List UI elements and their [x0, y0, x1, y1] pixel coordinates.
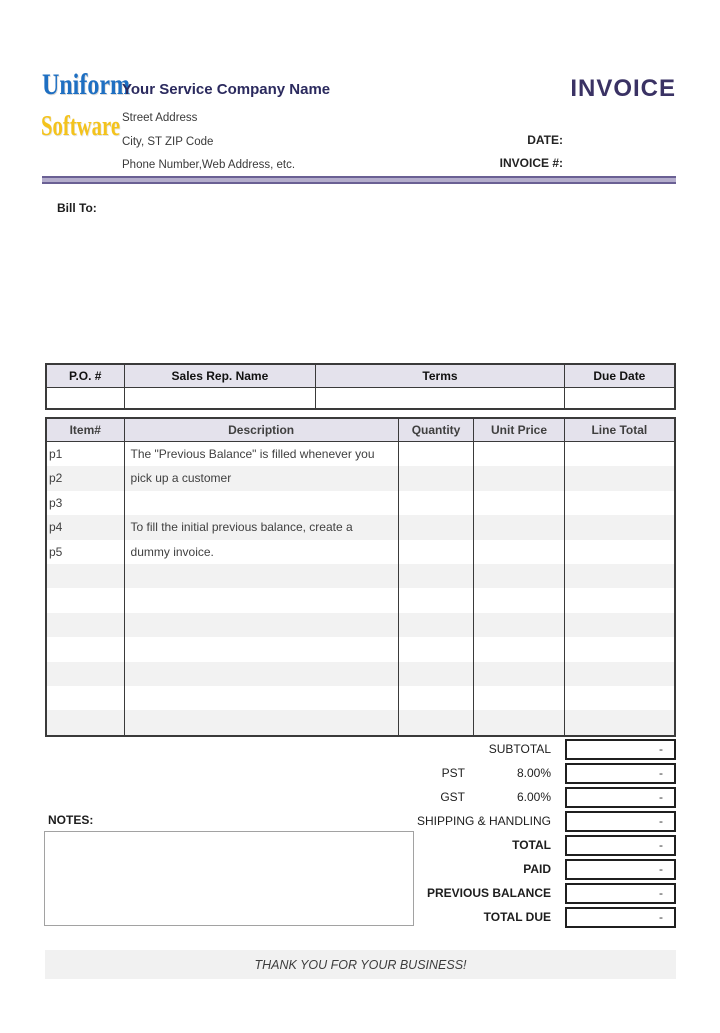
total-value: -: [659, 910, 663, 924]
page-title: INVOICE: [570, 75, 676, 102]
total-value: -: [659, 766, 663, 780]
quantity-cell[interactable]: [398, 540, 474, 564]
total-label: TOTAL DUE: [483, 910, 551, 924]
quantity-cell[interactable]: [398, 686, 474, 710]
quantity-cell[interactable]: [398, 710, 474, 734]
quantity-cell[interactable]: [398, 491, 474, 515]
line-items-body: [47, 442, 674, 735]
items-header-cell: Description: [124, 419, 398, 441]
unit-price-cell[interactable]: [473, 442, 563, 466]
address-line-1: Street Address: [122, 112, 198, 124]
unit-price-cell[interactable]: [473, 710, 563, 734]
order-info-table: [45, 363, 676, 410]
quantity-cell[interactable]: [398, 442, 474, 466]
total-value: -: [659, 862, 663, 876]
unit-price-cell[interactable]: [473, 613, 563, 637]
table-row: [47, 637, 674, 661]
item-number-cell[interactable]: [47, 710, 124, 734]
description-cell[interactable]: [124, 662, 398, 686]
footer-band: [45, 950, 676, 979]
line-total-cell[interactable]: [564, 710, 674, 734]
total-value-box[interactable]: [565, 883, 676, 904]
quantity-cell[interactable]: [398, 515, 474, 539]
total-value: -: [659, 886, 663, 900]
tax-rate: 8.00%: [516, 766, 551, 780]
items-header-cell: Unit Price: [473, 419, 563, 441]
quantity-cell[interactable]: [398, 637, 474, 661]
info-header-cell: Terms: [315, 365, 563, 387]
items-header-cell: Item#: [69, 423, 101, 437]
info-header-cell: P.O. #: [69, 369, 102, 383]
item-number-cell[interactable]: [47, 662, 124, 686]
info-value-cell[interactable]: [47, 388, 124, 408]
unit-price-cell[interactable]: [473, 686, 563, 710]
tax-rate: 6.00%: [516, 790, 551, 804]
info-header-cell: Sales Rep. Name: [124, 365, 316, 387]
info-value-cell[interactable]: [315, 388, 563, 408]
total-value-box[interactable]: [565, 787, 676, 808]
total-label: SUBTOTAL: [488, 742, 551, 756]
address-line-2: City, ST ZIP Code: [122, 136, 214, 148]
description-cell[interactable]: [124, 686, 398, 710]
quantity-cell[interactable]: [398, 564, 474, 588]
line-total-cell[interactable]: [564, 588, 674, 612]
table-row: [47, 491, 674, 515]
info-header-cell: Due Date: [564, 365, 674, 387]
line-total-cell[interactable]: [564, 466, 674, 490]
table-row: [47, 564, 674, 588]
description-cell[interactable]: To fill the initial previous balance, create a: [124, 515, 398, 539]
unit-price-cell[interactable]: [473, 515, 563, 539]
table-row: [47, 442, 674, 466]
address-line-3: Phone Number,Web Address, etc.: [122, 159, 296, 171]
table-row: [47, 686, 674, 710]
item-number-cell[interactable]: p2: [49, 471, 63, 486]
description-cell[interactable]: [124, 637, 398, 661]
total-label: PREVIOUS BALANCE: [426, 886, 551, 900]
items-header-cell: Line Total: [564, 419, 674, 441]
total-value-box[interactable]: [565, 907, 676, 928]
company-name: Your Service Company Name: [122, 81, 331, 98]
table-row: [47, 710, 674, 734]
total-value-box[interactable]: [565, 811, 676, 832]
unit-price-cell[interactable]: [473, 588, 563, 612]
notes-label: NOTES:: [48, 813, 94, 827]
description-cell[interactable]: [124, 588, 398, 612]
total-row: [45, 761, 676, 785]
unit-price-cell[interactable]: [473, 564, 563, 588]
invoice-number-label: INVOICE #:: [499, 156, 563, 170]
description-cell[interactable]: [124, 613, 398, 637]
total-label: GST: [440, 790, 465, 804]
table-row: [47, 588, 674, 612]
table-row: [47, 515, 674, 539]
description-cell[interactable]: [124, 564, 398, 588]
line-items-table: [45, 417, 676, 737]
line-total-cell[interactable]: [564, 442, 674, 466]
quantity-cell[interactable]: [398, 466, 474, 490]
unit-price-cell[interactable]: [473, 466, 563, 490]
item-number-cell[interactable]: [47, 564, 124, 588]
total-label: PAID: [523, 862, 551, 876]
total-value-box[interactable]: [565, 739, 676, 760]
thank-you-message: THANK YOU FOR YOUR BUSINESS!: [254, 957, 467, 972]
item-number-cell[interactable]: [47, 686, 124, 710]
total-row: [45, 809, 676, 833]
item-number-cell[interactable]: p3: [49, 495, 63, 510]
bill-to-label: Bill To:: [57, 201, 97, 215]
line-total-cell[interactable]: [564, 662, 674, 686]
quantity-cell[interactable]: [398, 613, 474, 637]
unit-price-cell[interactable]: [473, 662, 563, 686]
order-info-header-row: [47, 365, 674, 388]
logo-uniform: Uniform: [42, 68, 130, 101]
line-total-cell[interactable]: [564, 491, 674, 515]
unit-price-cell[interactable]: [473, 540, 563, 564]
total-label: TOTAL: [512, 838, 551, 852]
line-total-cell[interactable]: [564, 637, 674, 661]
description-cell[interactable]: The "Previous Balance" is filled whenever you: [124, 442, 398, 466]
notes-input-box[interactable]: [44, 831, 414, 926]
logo-software: Software: [41, 111, 121, 142]
description-cell[interactable]: pick up a customer: [124, 466, 398, 490]
item-number-cell[interactable]: [47, 588, 124, 612]
total-value-box[interactable]: [565, 859, 676, 880]
line-total-cell[interactable]: [564, 515, 674, 539]
description-cell[interactable]: [124, 491, 398, 515]
quantity-cell[interactable]: [398, 588, 474, 612]
total-value: -: [659, 790, 663, 804]
table-row: [47, 466, 674, 490]
quantity-cell[interactable]: [398, 662, 474, 686]
item-number-cell[interactable]: [47, 613, 124, 637]
info-value-cell[interactable]: [124, 388, 316, 408]
total-value: -: [659, 742, 663, 756]
header-divider: [42, 176, 676, 184]
order-info-value-row: [47, 388, 674, 408]
date-label: DATE:: [527, 133, 563, 147]
table-row: [47, 662, 674, 686]
description-cell[interactable]: [124, 710, 398, 734]
total-row: [45, 737, 676, 761]
total-value: -: [659, 814, 663, 828]
item-number-cell[interactable]: p1: [49, 447, 63, 461]
item-number-cell[interactable]: p4: [49, 520, 63, 535]
total-value: -: [659, 838, 663, 852]
description-cell[interactable]: dummy invoice.: [124, 540, 398, 564]
unit-price-cell[interactable]: [473, 491, 563, 515]
table-row: [47, 540, 674, 564]
item-number-cell[interactable]: [47, 637, 124, 661]
table-row: [47, 613, 674, 637]
line-total-cell[interactable]: [564, 564, 674, 588]
line-total-cell[interactable]: [564, 613, 674, 637]
total-row: [45, 785, 676, 809]
items-header-cell: Quantity: [398, 419, 474, 441]
unit-price-cell[interactable]: [473, 637, 563, 661]
line-total-cell[interactable]: [564, 686, 674, 710]
line-items-header-row: [47, 419, 674, 442]
total-label: SHIPPING & HANDLING: [416, 814, 551, 828]
info-value-cell[interactable]: [564, 388, 674, 408]
total-value-box[interactable]: [565, 763, 676, 784]
total-value-box[interactable]: [565, 835, 676, 856]
item-number-cell[interactable]: p5: [49, 544, 63, 559]
line-total-cell[interactable]: [564, 540, 674, 564]
total-label: PST: [441, 766, 465, 780]
